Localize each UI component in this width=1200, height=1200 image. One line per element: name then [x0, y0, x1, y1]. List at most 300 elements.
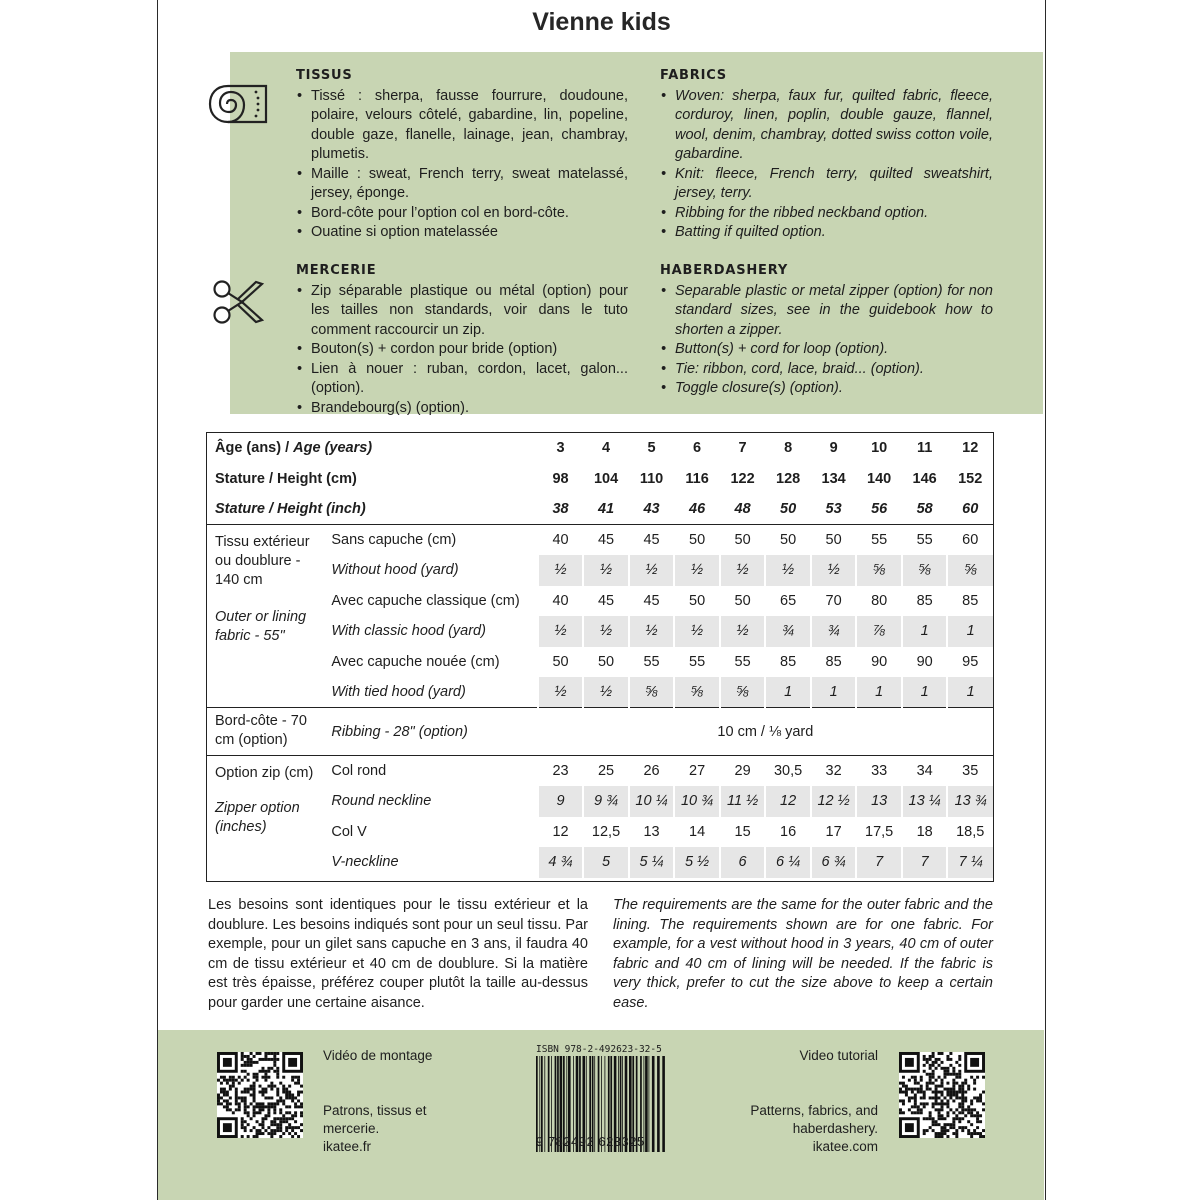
qr-module: [943, 1073, 946, 1076]
qr-module: [282, 1117, 285, 1120]
qr-module: [238, 1105, 241, 1108]
qr-module: [241, 1070, 244, 1073]
qr-module: [235, 1079, 238, 1082]
qr-module: [958, 1102, 961, 1105]
row-group-label-en: Zipper option (inches): [215, 800, 300, 835]
qr-module: [253, 1094, 256, 1097]
qr-module: [285, 1088, 288, 1091]
qr-module: [250, 1061, 253, 1064]
table-cell: 16: [780, 823, 797, 840]
qr-module: [973, 1129, 976, 1132]
qr-module: [926, 1085, 929, 1088]
qr-module: [932, 1073, 935, 1076]
qr-module: [914, 1096, 917, 1099]
shop-label-en: Patterns, fabrics, and haberdashery.: [750, 1103, 878, 1136]
qr-module: [285, 1117, 288, 1120]
qr-module: [294, 1076, 297, 1079]
qr-module: [267, 1126, 270, 1129]
qr-module: [941, 1091, 944, 1094]
qr-module: [253, 1055, 256, 1058]
qr-module: [244, 1061, 247, 1064]
fabrics-en-section: [660, 66, 993, 243]
table-cell: 50: [597, 653, 615, 670]
qr-module: [926, 1129, 929, 1132]
qr-module: [935, 1058, 938, 1061]
table-cell: 5: [583, 847, 629, 878]
qr-module: [923, 1096, 926, 1099]
qr-module: [955, 1094, 958, 1097]
qr-module: [955, 1076, 958, 1079]
qr-module: [235, 1102, 238, 1105]
table-cell: 34: [902, 756, 948, 787]
qr-module: [899, 1088, 902, 1091]
table-cell: ½: [720, 616, 766, 647]
qr-module: [935, 1132, 938, 1135]
qr-module: [223, 1094, 226, 1097]
qr-module: [946, 1099, 949, 1102]
list-item: • Bouton(s) + cordon pour bride (option): [296, 340, 628, 360]
qr-module: [917, 1088, 920, 1091]
qr-module: [300, 1105, 303, 1108]
qr-module: [250, 1088, 253, 1091]
qr-module: [938, 1135, 941, 1138]
qr-module: [279, 1099, 282, 1102]
page-title: Vienne kids: [532, 8, 671, 36]
qr-module: [979, 1135, 982, 1138]
qr-module: [935, 1123, 938, 1126]
table-cell: 85: [916, 592, 933, 609]
qr-module: [905, 1123, 914, 1132]
qr-module: [955, 1061, 958, 1064]
qr-module: [241, 1096, 244, 1099]
qr-module: [946, 1070, 949, 1073]
qr-module: [291, 1094, 294, 1097]
qr-module: [297, 1105, 300, 1108]
qr-module: [259, 1108, 262, 1111]
qr-module: [247, 1111, 250, 1114]
table-cell: 85: [780, 653, 797, 670]
table-cell: 53: [825, 501, 842, 517]
qr-module: [285, 1120, 288, 1123]
qr-module: [914, 1105, 917, 1108]
qr-module: [946, 1111, 949, 1114]
qr-module: [247, 1135, 250, 1138]
qr-module: [253, 1088, 256, 1091]
qr-module: [926, 1117, 929, 1120]
barcode-bar: [657, 1056, 660, 1152]
table-cell: 1: [947, 677, 993, 708]
table-cell: 122: [730, 470, 755, 487]
qr-module: [982, 1108, 985, 1111]
table-cell: 50: [674, 525, 720, 556]
qr-module: [244, 1091, 247, 1094]
qr-module: [294, 1120, 297, 1123]
qr-module: [297, 1094, 300, 1097]
qr-module: [253, 1085, 256, 1088]
table-cell: 50: [765, 525, 811, 556]
qr-module: [899, 1091, 902, 1094]
table-cell: 45: [583, 525, 629, 556]
qr-module: [941, 1052, 944, 1055]
qr-module: [938, 1091, 941, 1094]
qr-module: [238, 1076, 241, 1079]
qr-module: [247, 1105, 250, 1108]
table-cell: 60: [947, 525, 993, 556]
qr-module: [264, 1117, 267, 1120]
qr-module: [935, 1088, 938, 1091]
qr-module: [264, 1096, 267, 1099]
table-cell: 12: [962, 440, 979, 457]
qr-module: [902, 1111, 905, 1114]
qr-module: [970, 1111, 973, 1114]
table-cell: 41: [597, 501, 615, 517]
qr-module: [241, 1091, 244, 1094]
qr-module: [297, 1091, 300, 1094]
qr-module: [982, 1129, 985, 1132]
qr-module: [941, 1126, 944, 1129]
table-cell: ½: [538, 616, 584, 647]
qr-module: [955, 1073, 958, 1076]
qr-module: [935, 1135, 938, 1138]
qr-module: [273, 1132, 276, 1135]
qr-module: [270, 1052, 273, 1055]
qr-module: [256, 1129, 259, 1132]
barcode-bar: [645, 1056, 648, 1152]
qr-module: [961, 1105, 964, 1108]
qr-module: [276, 1129, 279, 1132]
qr-module: [952, 1085, 955, 1088]
qr-module: [288, 1085, 291, 1088]
qr-module: [270, 1123, 273, 1126]
qr-module: [273, 1111, 276, 1114]
qr-module: [908, 1079, 911, 1082]
table-cell: 146: [912, 470, 937, 487]
qr-module: [938, 1064, 941, 1067]
qr-module: [920, 1088, 923, 1091]
qr-module: [256, 1120, 259, 1123]
qr-module: [932, 1070, 935, 1073]
qr-module: [288, 1132, 291, 1135]
qr-module: [288, 1096, 291, 1099]
qr-module: [932, 1117, 935, 1120]
row-label: With classic hood (yard): [331, 623, 486, 640]
table-cell: ½: [538, 677, 584, 708]
qr-module: [935, 1085, 938, 1088]
qr-module: [276, 1102, 279, 1105]
qr-module: [270, 1067, 273, 1070]
qr-module: [229, 1076, 232, 1079]
qr-module: [949, 1094, 952, 1097]
table-cell: ½: [583, 555, 629, 586]
qr-module: [264, 1076, 267, 1079]
qr-module: [253, 1073, 256, 1076]
qr-module: [949, 1088, 952, 1091]
qr-module: [267, 1114, 270, 1117]
qr-module: [276, 1117, 279, 1120]
qr-module: [244, 1055, 247, 1058]
qr-module: [244, 1088, 247, 1091]
qr-module: [961, 1102, 964, 1105]
table-cell: 23: [538, 756, 584, 787]
qr-module: [276, 1088, 279, 1091]
qr-module: [961, 1108, 964, 1111]
qr-module: [905, 1094, 908, 1097]
qr-module: [914, 1079, 917, 1082]
table-cell: 1: [765, 677, 811, 708]
qr-module: [247, 1114, 250, 1117]
qr-module: [288, 1094, 291, 1097]
qr-module: [958, 1120, 961, 1123]
qr-module: [273, 1105, 276, 1108]
qr-module: [261, 1123, 264, 1126]
qr-module: [926, 1088, 929, 1091]
row-label: V-neckline: [331, 854, 399, 871]
qr-module: [232, 1079, 235, 1082]
qr-module: [241, 1117, 244, 1120]
qr-module: [911, 1076, 914, 1079]
qr-module: [264, 1091, 267, 1094]
qr-module: [273, 1108, 276, 1111]
qr-module: [970, 1058, 979, 1067]
qr-module: [253, 1135, 256, 1138]
qr-module: [288, 1105, 291, 1108]
qr-module: [297, 1082, 300, 1085]
qr-module: [938, 1052, 941, 1055]
qr-module: [238, 1096, 241, 1099]
qr-module: [261, 1132, 264, 1135]
qr-module: [250, 1117, 253, 1120]
qr-module: [929, 1076, 932, 1079]
isbn-label: ISBN 978-2-492623-32-5: [536, 1044, 662, 1055]
qr-module: [955, 1108, 958, 1111]
qr-module: [256, 1102, 259, 1105]
table-cell: ½: [720, 555, 766, 586]
table-cell: 134: [821, 470, 846, 487]
qr-module: [946, 1067, 949, 1070]
table-cell: 26: [629, 756, 675, 787]
qr-module: [899, 1082, 902, 1085]
qr-module: [253, 1076, 256, 1079]
table-cell: 4 ¾: [538, 847, 584, 878]
qr-module: [973, 1108, 976, 1111]
qr-module: [291, 1099, 294, 1102]
qr-module: [961, 1088, 964, 1091]
qr-module: [941, 1094, 944, 1097]
qr-module: [949, 1096, 952, 1099]
table-cell: 56: [871, 501, 888, 517]
qr-module: [259, 1111, 262, 1114]
list-item: • Tie: ribbon, cord, lace, braid... (option).: [660, 360, 993, 380]
qr-module: [300, 1114, 303, 1117]
qr-module: [256, 1052, 259, 1055]
qr-module: [932, 1064, 935, 1067]
qr-module: [256, 1135, 259, 1138]
qr-module: [923, 1105, 926, 1108]
qr-module: [244, 1105, 247, 1108]
qr-module: [920, 1076, 923, 1079]
qr-module: [952, 1073, 955, 1076]
qr-module: [914, 1102, 917, 1105]
qr-module: [946, 1102, 949, 1105]
qr-module: [267, 1052, 270, 1055]
qr-module: [244, 1064, 247, 1067]
qr-module: [961, 1099, 964, 1102]
qr-module: [926, 1073, 929, 1076]
qr-module: [923, 1129, 926, 1132]
qr-module: [958, 1055, 961, 1058]
table-cell: 29: [720, 756, 766, 787]
qr-module: [929, 1114, 932, 1117]
qr-module: [264, 1070, 267, 1073]
qr-module: [300, 1123, 303, 1126]
table-row: [207, 847, 993, 878]
qr-module: [267, 1058, 270, 1061]
row-group-label: [207, 525, 325, 708]
qr-module: [932, 1082, 935, 1085]
qr-module: [926, 1082, 929, 1085]
qr-module: [952, 1088, 955, 1091]
table-cell: 70: [825, 592, 842, 609]
qr-module: [979, 1132, 982, 1135]
qr-module: [285, 1094, 288, 1097]
qr-module: [935, 1061, 938, 1064]
table-cell: 85: [825, 653, 842, 670]
qr-module: [973, 1082, 976, 1085]
qr-module: [241, 1055, 244, 1058]
qr-module: [908, 1108, 911, 1111]
qr-module: [961, 1117, 964, 1120]
qr-module: [923, 1070, 926, 1073]
table-cell: 55: [734, 653, 751, 670]
qr-module: [899, 1111, 902, 1114]
qr-module: [217, 1096, 220, 1099]
qr-module: [976, 1132, 979, 1135]
table-cell: 32: [811, 756, 857, 787]
qr-module: [946, 1058, 949, 1061]
qr-module: [958, 1073, 961, 1076]
table-cell: ⅝: [629, 677, 675, 708]
qr-module: [282, 1114, 285, 1117]
qr-module: [941, 1114, 944, 1117]
table-cell: 9: [829, 440, 838, 457]
qr-module: [920, 1096, 923, 1099]
qr-module: [935, 1108, 938, 1111]
qr-module: [261, 1070, 264, 1073]
qr-module: [943, 1129, 946, 1132]
qr-module: [291, 1096, 294, 1099]
qr-module: [976, 1111, 979, 1114]
qr-module: [261, 1091, 264, 1094]
qr-module: [958, 1091, 961, 1094]
qr-module: [967, 1088, 970, 1091]
table-cell: 14: [689, 823, 706, 840]
table-cell: 65: [780, 592, 797, 609]
qr-module: [938, 1085, 941, 1088]
height-cm-label: Stature / Height (cm): [215, 470, 357, 487]
qr-module: [226, 1082, 229, 1085]
table-cell: 15: [734, 823, 751, 840]
qr-module: [241, 1135, 244, 1138]
qr-module: [943, 1088, 946, 1091]
qr-module: [908, 1088, 911, 1091]
qr-module: [264, 1055, 267, 1058]
qr-module: [929, 1111, 932, 1114]
qr-module: [970, 1099, 973, 1102]
table-cell: 40: [552, 592, 569, 609]
qr-module: [300, 1085, 303, 1088]
qr-module: [250, 1052, 253, 1055]
qr-module: [943, 1102, 946, 1105]
qr-module: [282, 1132, 285, 1135]
qr-module: [247, 1123, 250, 1126]
list-item: • Woven: sherpa, faux fur, quilted fabric, fleece, corduroy, linen, poplin, double gauze, flannel, wool, denim, chambray, dotted swiss cotton voile, gabardine.: [660, 87, 993, 165]
qr-module: [223, 1076, 226, 1079]
list-item: • Batting if quilted option.: [660, 223, 993, 243]
qr-module: [932, 1096, 935, 1099]
qr-code-en: [899, 1052, 985, 1138]
qr-module: [961, 1094, 964, 1097]
qr-module: [946, 1135, 949, 1138]
qr-module: [297, 1099, 300, 1102]
table-cell: 140: [867, 470, 892, 487]
qr-module: [952, 1117, 955, 1120]
qr-module: [264, 1058, 267, 1061]
table-row: [207, 616, 993, 647]
qr-module: [273, 1061, 276, 1064]
qr-module: [938, 1096, 941, 1099]
qr-module: [949, 1058, 952, 1061]
table-cell: 60: [962, 501, 979, 517]
video-label-fr: Vidéo de montage: [323, 1048, 433, 1063]
qr-module: [926, 1102, 929, 1105]
qr-module: [941, 1061, 944, 1064]
qr-module: [229, 1085, 232, 1088]
qr-module: [226, 1102, 229, 1105]
qr-module: [291, 1079, 294, 1082]
qr-module: [220, 1091, 223, 1094]
qr-module: [941, 1067, 944, 1070]
qr-module: [267, 1108, 270, 1111]
qr-module: [923, 1117, 926, 1120]
qr-module: [914, 1094, 917, 1097]
height-inch-label: Stature / Height (inch): [215, 501, 366, 517]
qr-module: [264, 1129, 267, 1132]
qr-module: [914, 1076, 917, 1079]
qr-module: [943, 1096, 946, 1099]
qr-module: [973, 1088, 976, 1091]
qr-module: [946, 1123, 949, 1126]
qr-module: [279, 1123, 282, 1126]
qr-module: [267, 1070, 270, 1073]
qr-module: [256, 1111, 259, 1114]
qr-module: [270, 1085, 273, 1088]
qr-module: [253, 1096, 256, 1099]
qr-module: [267, 1102, 270, 1105]
qr-module: [946, 1114, 949, 1117]
qr-module: [220, 1076, 223, 1079]
qr-module: [926, 1061, 929, 1064]
qr-module: [941, 1105, 944, 1108]
table-cell: 7 ¼: [947, 847, 993, 878]
qr-module: [244, 1126, 247, 1129]
qr-module: [273, 1102, 276, 1105]
list-item: • Brandebourg(s) (option).: [296, 399, 628, 419]
qr-module: [938, 1114, 941, 1117]
qr-module: [958, 1105, 961, 1108]
qr-module: [220, 1082, 223, 1085]
qr-module: [961, 1085, 964, 1088]
qr-module: [976, 1114, 979, 1117]
